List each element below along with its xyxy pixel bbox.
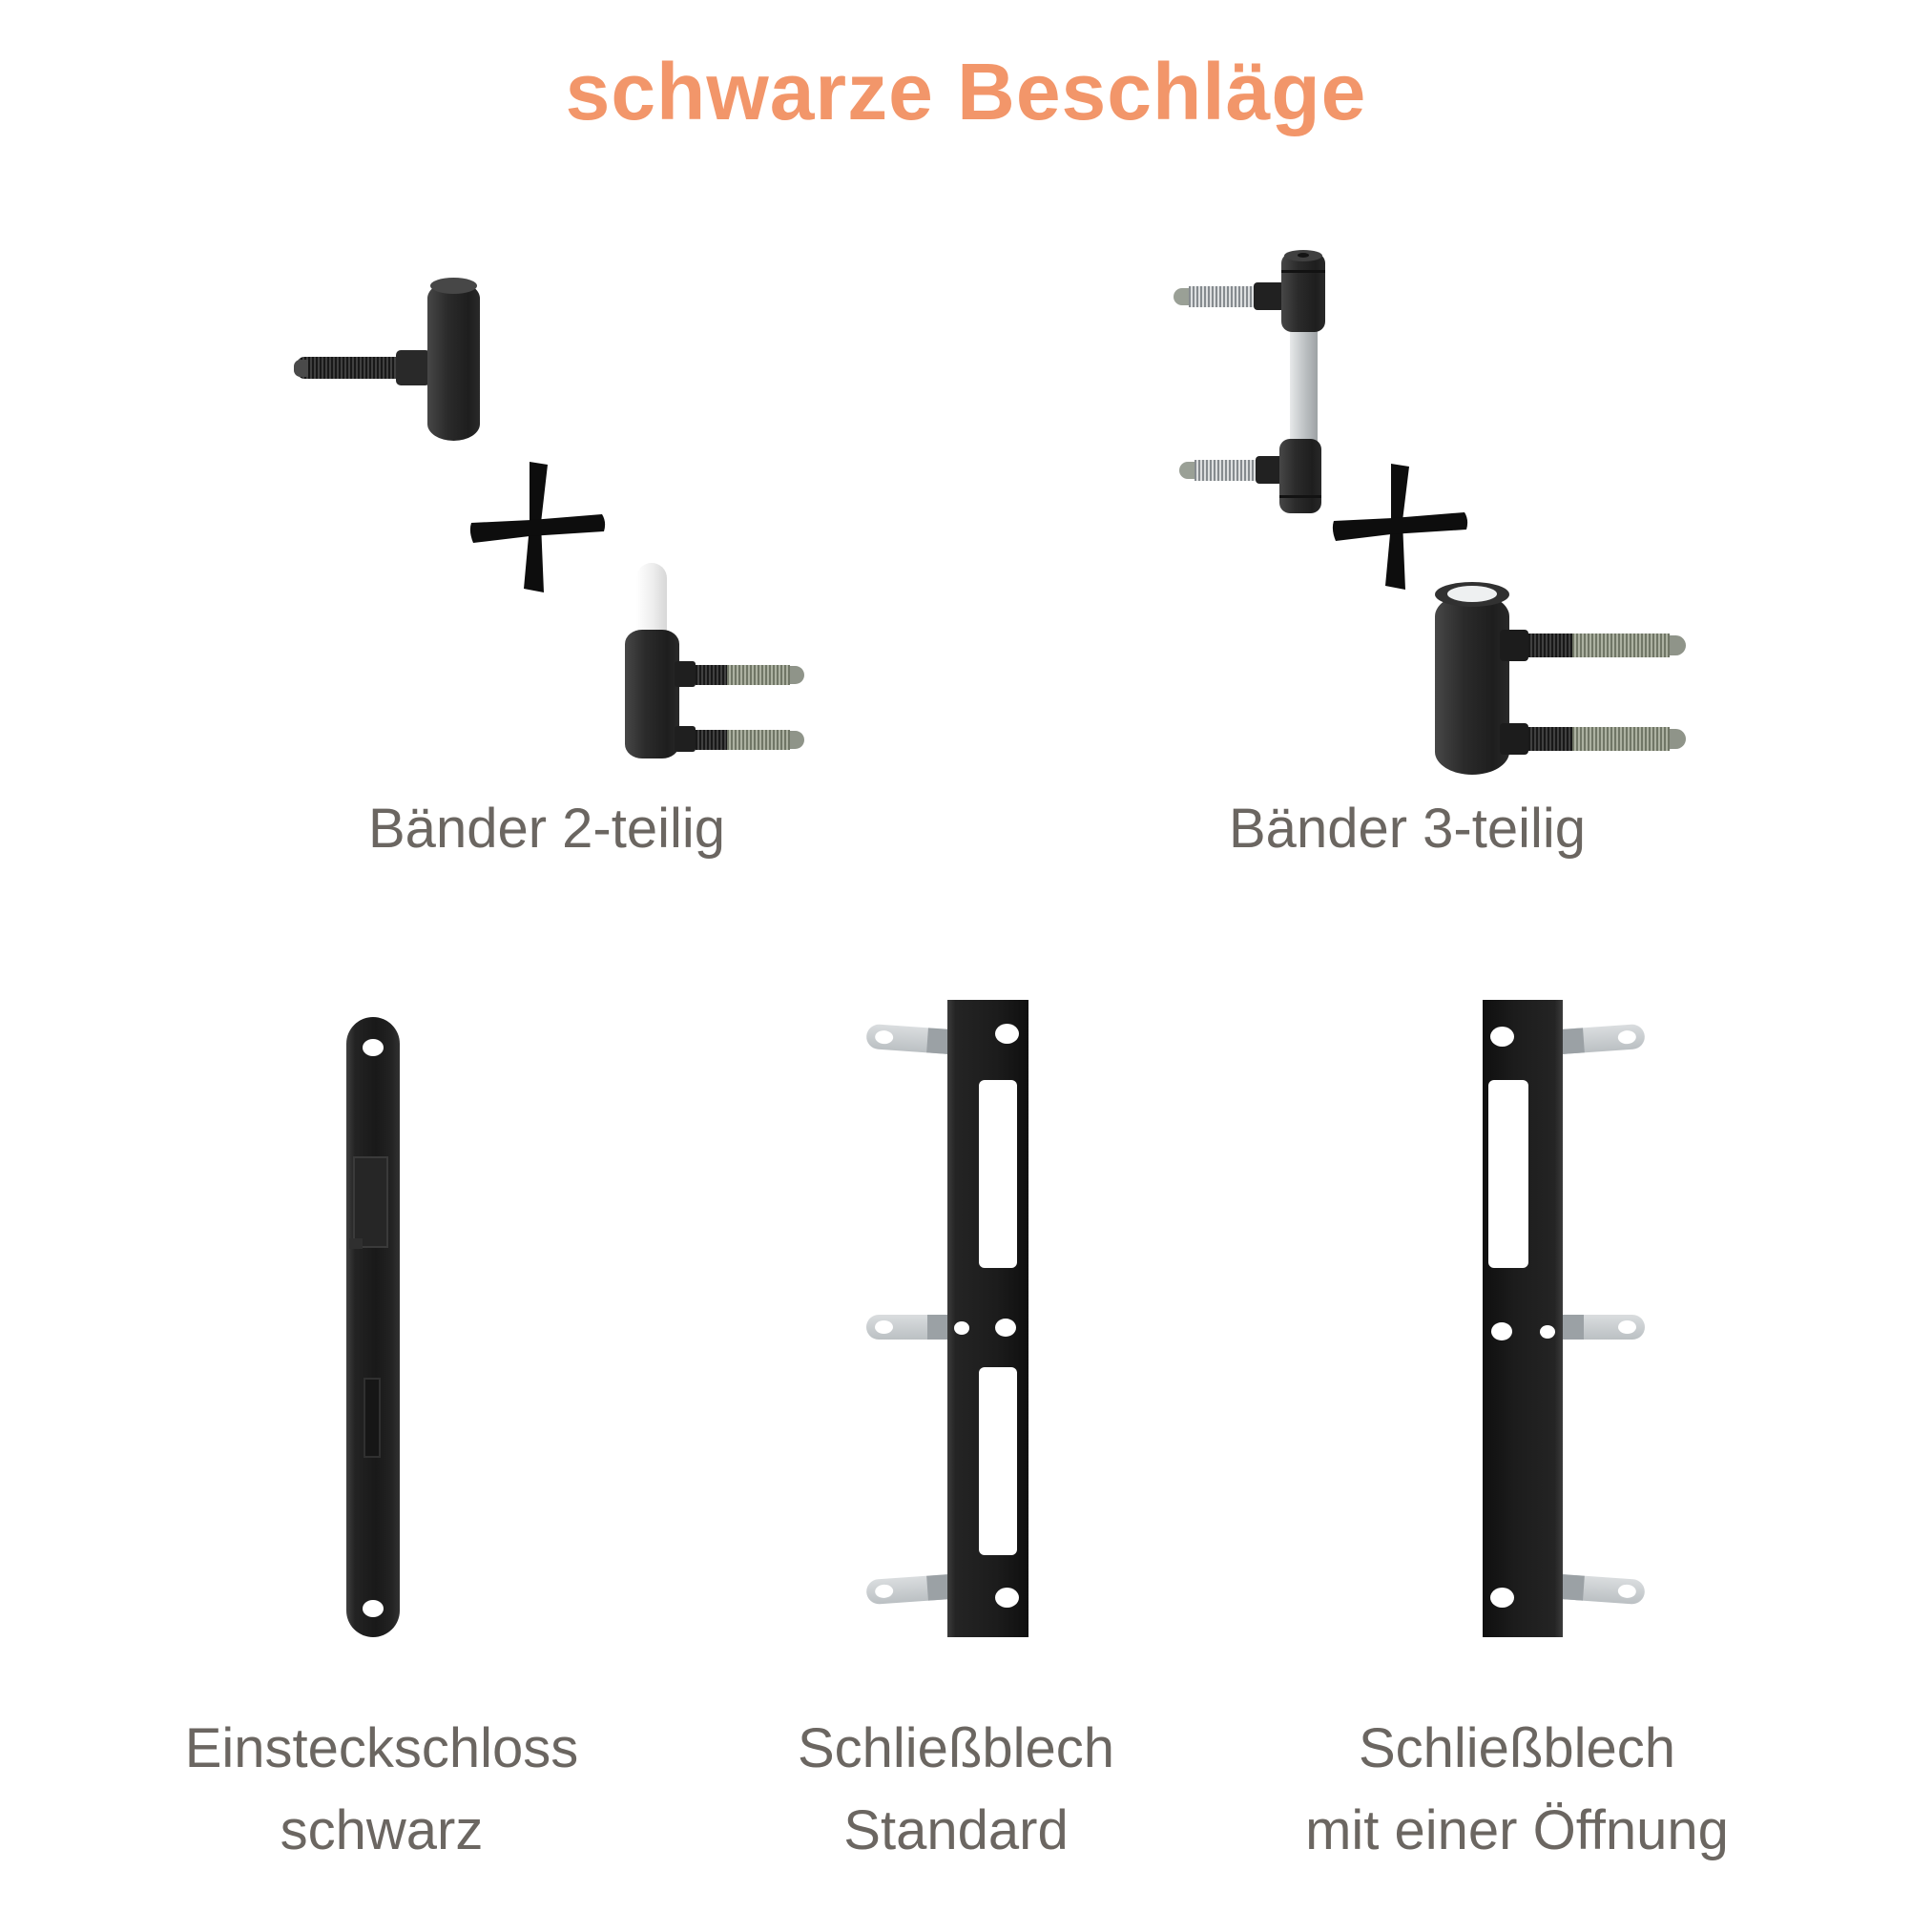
tab-hole <box>1618 1320 1636 1334</box>
screw-thread-olive <box>727 665 790 685</box>
hinge-barrel-top <box>1281 253 1325 332</box>
screw-thread-olive <box>1572 727 1670 751</box>
label-text: Bänder 2-teilig <box>368 798 725 860</box>
hinge-collar <box>396 350 430 385</box>
tab-hole <box>875 1584 894 1598</box>
screw-hex-collar <box>675 661 696 687</box>
deadbolt <box>364 1378 381 1458</box>
tab-hole <box>875 1030 894 1045</box>
barrel-seam <box>1279 495 1321 498</box>
screw-thread-black <box>696 665 727 685</box>
hinge-barrel-frame-part <box>625 630 679 758</box>
label-text: Bänder 3-teilig <box>1229 798 1586 860</box>
mounting-tab <box>1560 1574 1646 1605</box>
screw-thread-black <box>1528 727 1572 751</box>
screw-hex-collar <box>1500 723 1528 755</box>
nylon-pin <box>636 563 667 639</box>
latch-cutout <box>1488 1080 1528 1268</box>
latch-bolt <box>353 1156 388 1248</box>
screw-thread-black <box>696 730 727 750</box>
screw-tip <box>1670 729 1686 749</box>
mounting-tab <box>1561 1315 1645 1340</box>
mounting-tab <box>1560 1024 1646 1054</box>
tab-connector <box>1560 1574 1585 1601</box>
screw-thread-olive <box>1572 634 1670 657</box>
screw-thread-silver <box>1195 460 1256 481</box>
plus-icon <box>1328 460 1471 593</box>
tab-connector <box>1561 1315 1584 1340</box>
latch-lip <box>349 1238 363 1249</box>
label-text: Schließblech <box>1358 1717 1676 1779</box>
label-hinge-2part <box>213 788 881 870</box>
screw-tip <box>790 731 804 749</box>
screw-hole <box>995 1024 1019 1044</box>
hinge-barrel-bottom <box>1279 439 1321 513</box>
screw-tip <box>1179 462 1195 479</box>
screw-hole <box>1490 1027 1514 1047</box>
screw-hex-collar <box>675 726 696 752</box>
nylon-insert <box>1447 586 1497 602</box>
screw-hex-collar <box>1500 630 1528 661</box>
latch-cutout <box>979 1080 1017 1268</box>
screw-hole <box>1490 1588 1514 1608</box>
label-strike-single <box>1183 1708 1851 1872</box>
barrel-pin-hole <box>1298 253 1309 258</box>
label-text: Standard <box>843 1799 1069 1861</box>
screw-thread-olive <box>727 730 790 750</box>
mounting-tab <box>865 1574 951 1605</box>
screw-hole <box>995 1588 1019 1608</box>
screw-hole <box>954 1321 969 1335</box>
mounting-tab <box>866 1315 950 1340</box>
connecting-rod-silver <box>1290 326 1318 448</box>
pin-tip <box>294 360 308 377</box>
lock-faceplate <box>346 1017 400 1637</box>
deadbolt-cutout <box>979 1367 1017 1555</box>
screw-tip <box>1670 635 1686 655</box>
plus-icon <box>465 456 608 599</box>
tab-connector <box>1560 1028 1585 1054</box>
screw-hole <box>363 1039 384 1056</box>
screw-hole <box>1540 1325 1555 1339</box>
screw-tip <box>790 666 804 684</box>
label-hinge-3part <box>1073 788 1741 870</box>
mounting-tab <box>865 1024 951 1054</box>
screw-hole <box>1491 1322 1512 1340</box>
barrel-top-face <box>430 278 477 294</box>
label-mortise-lock <box>48 1708 716 1872</box>
screw-tip <box>1174 288 1189 305</box>
hinge-barrel-door-part <box>427 281 480 441</box>
tab-hole <box>1617 1030 1636 1045</box>
hinge-barrel-door-part <box>1435 593 1509 775</box>
screw-thread-black <box>1528 634 1572 657</box>
barrel-seam <box>1281 270 1325 273</box>
screw-hole <box>363 1600 384 1617</box>
page-title: schwarze Beschläge <box>565 47 1367 136</box>
screw-hole <box>995 1319 1016 1337</box>
tab-hole <box>1617 1584 1636 1598</box>
tab-hole <box>875 1320 893 1334</box>
label-text: mit einer Öffnung <box>1305 1799 1729 1861</box>
label-text: Schließblech <box>797 1717 1115 1779</box>
label-text: schwarz <box>280 1799 484 1861</box>
screw-thread-silver <box>1189 286 1254 307</box>
label-text: Einsteckschloss <box>184 1717 579 1779</box>
